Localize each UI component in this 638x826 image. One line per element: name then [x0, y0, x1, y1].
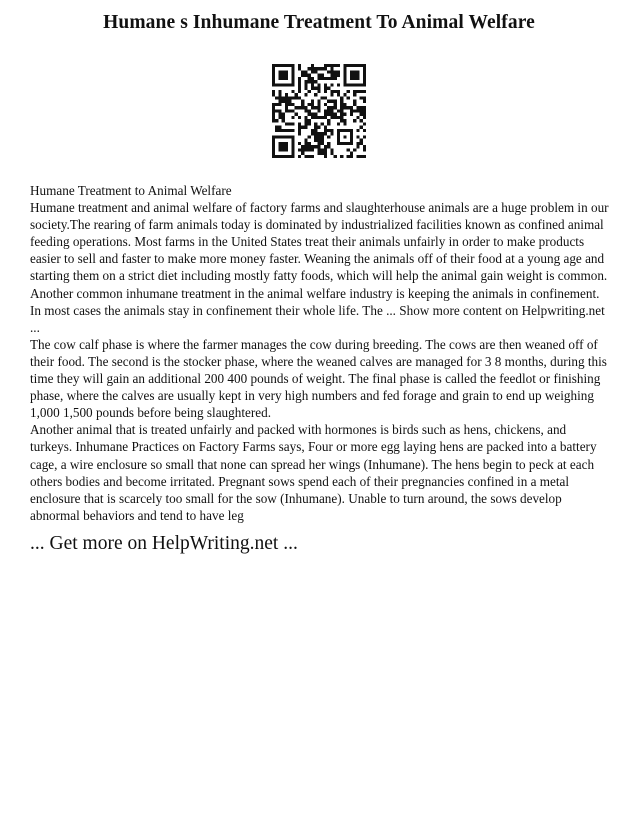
qr-code-icon [272, 64, 366, 158]
qr-code [272, 64, 366, 158]
paragraph: Humane treatment and animal welfare of factory farms and slaughterhouse animals are a huge problem in our society.The rearing of farm animals today is dominated by industrialized facilities known as confined animal feeding operations. Most farms in the United States treat their animals unfairly in order to make products easier to sell and faster to make more money faster. Weaning the animals off of their food at a young age and starting them on a strict diet including mostly fatty foods, which will help the animal gain weight is common. Another common inhumane treatment in the animal welfare industry is keeping the animals in confinement. In most cases the animals stay in confinement their whole life. The ... Show more content on Helpwriting.net ... [30, 200, 609, 335]
get-more-link[interactable]: ... Get more on HelpWriting.net ... [30, 533, 298, 554]
paragraph-heading: Humane Treatment to Animal Welfare [30, 183, 232, 198]
article-body [30, 182, 610, 524]
page-title: Humane s Inhumane Treatment To Animal Welfare [103, 12, 535, 33]
paragraph: The cow calf phase is where the farmer manages the cow during breeding. The cows are then weaned off of their food. The second is the stocker phase, where the weaned calves are managed for 3 8 months, during this time they will gain an additional 200 400 pounds of weight. The final phase is called the feedlot or finishing phase, where the calves are usually kept in very high numbers and fed forage and grain to end up weighing 1,000 1,500 pounds before being slaughtered. [30, 336, 607, 421]
paragraph: Another animal that is treated unfairly and packed with hormones is birds such as hens, chickens, and turkeys. Inhumane Practices on Factory Farms says, Four or more egg laying hens are packed into a battery cage, a wire enclosure so small that none can spread her wings (Inhumane). The hens begin to peck at each others bodies and become irritated. Pregnant sows spend each of their pregnancies confined in a metal enclosure that is scarcely too small for the sow (Inhumane). Unable to turn around, the sows develop abnormal behaviors and tend to have leg [30, 422, 597, 523]
